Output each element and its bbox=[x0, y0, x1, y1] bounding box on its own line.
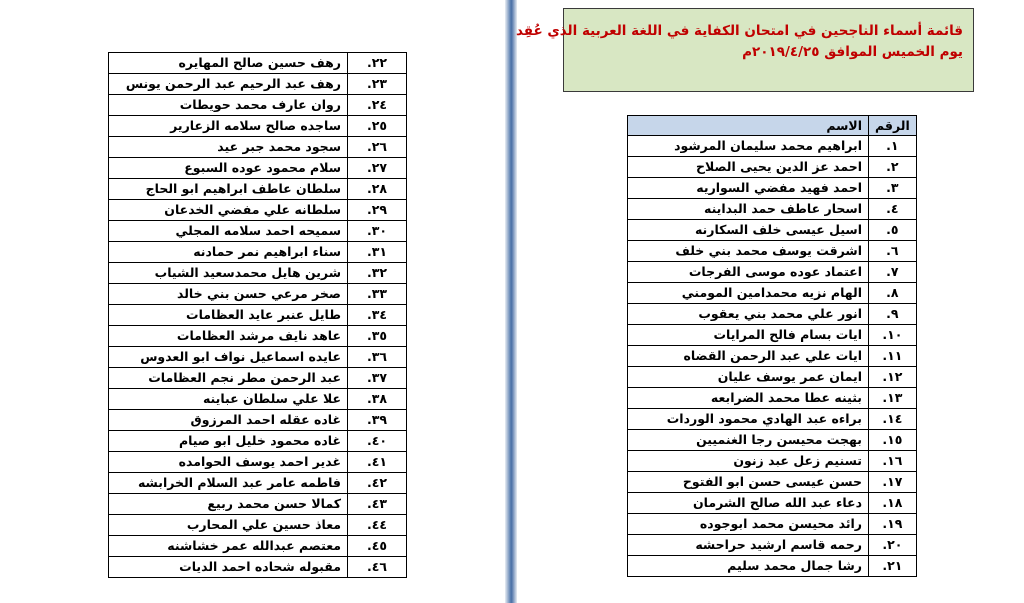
student-name: رشا جمال محمد سليم bbox=[628, 556, 869, 577]
row-number: ٤٢. bbox=[348, 473, 407, 494]
row-number: ٢٥. bbox=[348, 116, 407, 137]
student-name: احمد فهيد مفضي السواريه bbox=[628, 178, 869, 199]
row-number: ١٣. bbox=[869, 388, 917, 409]
row-number: ٣٥. bbox=[348, 326, 407, 347]
table-row bbox=[628, 535, 917, 556]
student-name: رائد محيسن محمد ابوجوده bbox=[628, 514, 869, 535]
row-number: ٢٢. bbox=[348, 53, 407, 74]
row-number: ١٢. bbox=[869, 367, 917, 388]
student-name: براءه عبد الهادي محمود الوردات bbox=[628, 409, 869, 430]
table-row bbox=[109, 410, 407, 431]
row-number: ١١. bbox=[869, 346, 917, 367]
row-number: ١٦. bbox=[869, 451, 917, 472]
row-number: ٤٣. bbox=[348, 494, 407, 515]
student-name: غاده محمود خليل ابو صيام bbox=[109, 431, 348, 452]
table-row bbox=[628, 262, 917, 283]
student-name: تسنيم زعل عبد زنون bbox=[628, 451, 869, 472]
row-number: ٧. bbox=[869, 262, 917, 283]
row-number: ٣٠. bbox=[348, 221, 407, 242]
row-number: ١٩. bbox=[869, 514, 917, 535]
row-number: ٣٨. bbox=[348, 389, 407, 410]
table-row bbox=[628, 304, 917, 325]
student-name: عاهد نايف مرشد العظامات bbox=[109, 326, 348, 347]
row-number: ٢٤. bbox=[348, 95, 407, 116]
row-number: ٣٧. bbox=[348, 368, 407, 389]
student-name: طايل عنبر عايد العظامات bbox=[109, 305, 348, 326]
table-row bbox=[109, 431, 407, 452]
student-name: اشرقت يوسف محمد بني خلف bbox=[628, 241, 869, 262]
student-name: علا علي سلطان عباينه bbox=[109, 389, 348, 410]
column-header-number: الرقم bbox=[869, 116, 917, 136]
title-line-1: قائمة أسماء الناجحين في امتحان الكفاية في اللغة العربية الذي عُقِد bbox=[515, 23, 963, 39]
row-number: ٤٤. bbox=[348, 515, 407, 536]
table-row bbox=[109, 242, 407, 263]
row-number: ٢٧. bbox=[348, 158, 407, 179]
table-row bbox=[628, 493, 917, 514]
student-name: شرين هايل محمدسعيد الشياب bbox=[109, 263, 348, 284]
student-name: رهف حسين صالح المهايره bbox=[109, 53, 348, 74]
student-name: ابراهيم محمد سليمان المرشود bbox=[628, 136, 869, 157]
student-name: دعاء عبد الله صالح الشرمان bbox=[628, 493, 869, 514]
row-number: ٢٦. bbox=[348, 137, 407, 158]
table-row bbox=[109, 179, 407, 200]
row-number: ٤٠. bbox=[348, 431, 407, 452]
table-row bbox=[628, 409, 917, 430]
table-row bbox=[109, 557, 407, 578]
table-row bbox=[628, 556, 917, 577]
table-row bbox=[109, 200, 407, 221]
student-name: الهام نزيه محمدامين المومني bbox=[628, 283, 869, 304]
table-row bbox=[628, 514, 917, 535]
row-number: ٣٦. bbox=[348, 347, 407, 368]
row-number: ٢٩. bbox=[348, 200, 407, 221]
names-table-part-2 bbox=[108, 52, 407, 578]
table-row bbox=[628, 199, 917, 220]
table-row bbox=[628, 367, 917, 388]
table-row bbox=[628, 178, 917, 199]
row-number: ٤٦. bbox=[348, 557, 407, 578]
row-number: ٣٣. bbox=[348, 284, 407, 305]
table-header-row bbox=[628, 116, 917, 136]
student-name: كمالا حسن محمد ربيع bbox=[109, 494, 348, 515]
row-number: ٢٠. bbox=[869, 535, 917, 556]
student-name: سميحه احمد سلامه المجلي bbox=[109, 221, 348, 242]
student-name: معاذ حسين علي المحارب bbox=[109, 515, 348, 536]
table-row bbox=[109, 326, 407, 347]
table-row bbox=[628, 325, 917, 346]
table-row bbox=[109, 473, 407, 494]
table-row bbox=[109, 53, 407, 74]
table-row bbox=[109, 116, 407, 137]
row-number: ١٤. bbox=[869, 409, 917, 430]
student-name: سناء ابراهيم نمر حمادنه bbox=[109, 242, 348, 263]
column-header-name: الاسم bbox=[628, 116, 869, 136]
row-number: ٢٣. bbox=[348, 74, 407, 95]
table-row bbox=[628, 220, 917, 241]
row-number: ٣٤. bbox=[348, 305, 407, 326]
title-line-2: يوم الخميس الموافق ٢٠١٩/٤/٢٥م bbox=[742, 44, 963, 60]
row-number: ٢. bbox=[869, 157, 917, 178]
table-row bbox=[109, 494, 407, 515]
table-row bbox=[109, 284, 407, 305]
row-number: ٣٢. bbox=[348, 263, 407, 284]
row-number: ٢٨. bbox=[348, 179, 407, 200]
student-name: اسحار عاطف حمد البداينه bbox=[628, 199, 869, 220]
student-name: رهف عبد الرحيم عبد الرحمن يونس bbox=[109, 74, 348, 95]
student-name: ايات علي عبد الرحمن القضاه bbox=[628, 346, 869, 367]
student-name: سجود محمد جبر عيد bbox=[109, 137, 348, 158]
table-row bbox=[109, 389, 407, 410]
table-row bbox=[109, 452, 407, 473]
table-row bbox=[628, 136, 917, 157]
table-row bbox=[109, 158, 407, 179]
table-row bbox=[628, 472, 917, 493]
student-name: صخر مرعي حسن بني خالد bbox=[109, 284, 348, 305]
row-number: ٣٩. bbox=[348, 410, 407, 431]
student-name: عبد الرحمن مطر نجم العظامات bbox=[109, 368, 348, 389]
student-name: سلطانه علي مفضي الخدعان bbox=[109, 200, 348, 221]
row-number: ٤١. bbox=[348, 452, 407, 473]
table-row bbox=[109, 515, 407, 536]
table-row bbox=[628, 430, 917, 451]
student-name: غاده عقله احمد المرزوق bbox=[109, 410, 348, 431]
row-number: ١٠. bbox=[869, 325, 917, 346]
student-name: ايات بسام فالح المرايات bbox=[628, 325, 869, 346]
row-number: ٤. bbox=[869, 199, 917, 220]
row-number: ٨. bbox=[869, 283, 917, 304]
row-number: ٤٥. bbox=[348, 536, 407, 557]
student-name: روان عارف محمد حويطات bbox=[109, 95, 348, 116]
table-row bbox=[628, 346, 917, 367]
row-number: ٣١. bbox=[348, 242, 407, 263]
table-row bbox=[109, 95, 407, 116]
student-name: سلام محمود عوده السبوع bbox=[109, 158, 348, 179]
student-name: رحمه قاسم ارشيد حراحشه bbox=[628, 535, 869, 556]
student-name: اعتماد عوده موسى الفرجات bbox=[628, 262, 869, 283]
student-name: ايمان عمر يوسف عليان bbox=[628, 367, 869, 388]
table-row bbox=[109, 305, 407, 326]
table-row bbox=[109, 536, 407, 557]
table-row bbox=[109, 347, 407, 368]
student-name: احمد عز الدين يحيى الصلاح bbox=[628, 157, 869, 178]
row-number: ١٧. bbox=[869, 472, 917, 493]
row-number: ١. bbox=[869, 136, 917, 157]
student-name: مقبوله شحاده احمد الديات bbox=[109, 557, 348, 578]
student-name: غدير احمد يوسف الحوامده bbox=[109, 452, 348, 473]
table-row bbox=[628, 283, 917, 304]
row-number: ٣. bbox=[869, 178, 917, 199]
student-name: سلطان عاطف ابراهيم ابو الحاج bbox=[109, 179, 348, 200]
table-row bbox=[628, 241, 917, 262]
student-name: عايده اسماعيل نواف ابو العدوس bbox=[109, 347, 348, 368]
table-row bbox=[109, 263, 407, 284]
row-number: ٥. bbox=[869, 220, 917, 241]
student-name: حسن عيسى حسن ابو الفتوح bbox=[628, 472, 869, 493]
page-gutter bbox=[505, 0, 517, 603]
student-name: ساجده صالح سلامه الزعارير bbox=[109, 116, 348, 137]
table-row bbox=[109, 74, 407, 95]
student-name: بثينه عطا محمد الضرابعه bbox=[628, 388, 869, 409]
student-name: انور علي محمد بني يعقوب bbox=[628, 304, 869, 325]
table-row bbox=[628, 157, 917, 178]
student-name: اسيل عيسى خلف السكارنه bbox=[628, 220, 869, 241]
row-number: ٢١. bbox=[869, 556, 917, 577]
list-title-box bbox=[515, 8, 974, 92]
student-name: معتصم عبدالله عمر خشاشنه bbox=[109, 536, 348, 557]
table-row bbox=[109, 221, 407, 242]
row-number: ١٨. bbox=[869, 493, 917, 514]
table-row bbox=[628, 388, 917, 409]
row-number: ١٥. bbox=[869, 430, 917, 451]
table-row bbox=[628, 451, 917, 472]
row-number: ٩. bbox=[869, 304, 917, 325]
table-row bbox=[109, 368, 407, 389]
table-row bbox=[109, 137, 407, 158]
names-table-part-1 bbox=[627, 115, 917, 577]
row-number: ٦. bbox=[869, 241, 917, 262]
student-name: بهجت محيسن رجا الغنميين bbox=[628, 430, 869, 451]
student-name: فاطمه عامر عبد السلام الخرابشه bbox=[109, 473, 348, 494]
